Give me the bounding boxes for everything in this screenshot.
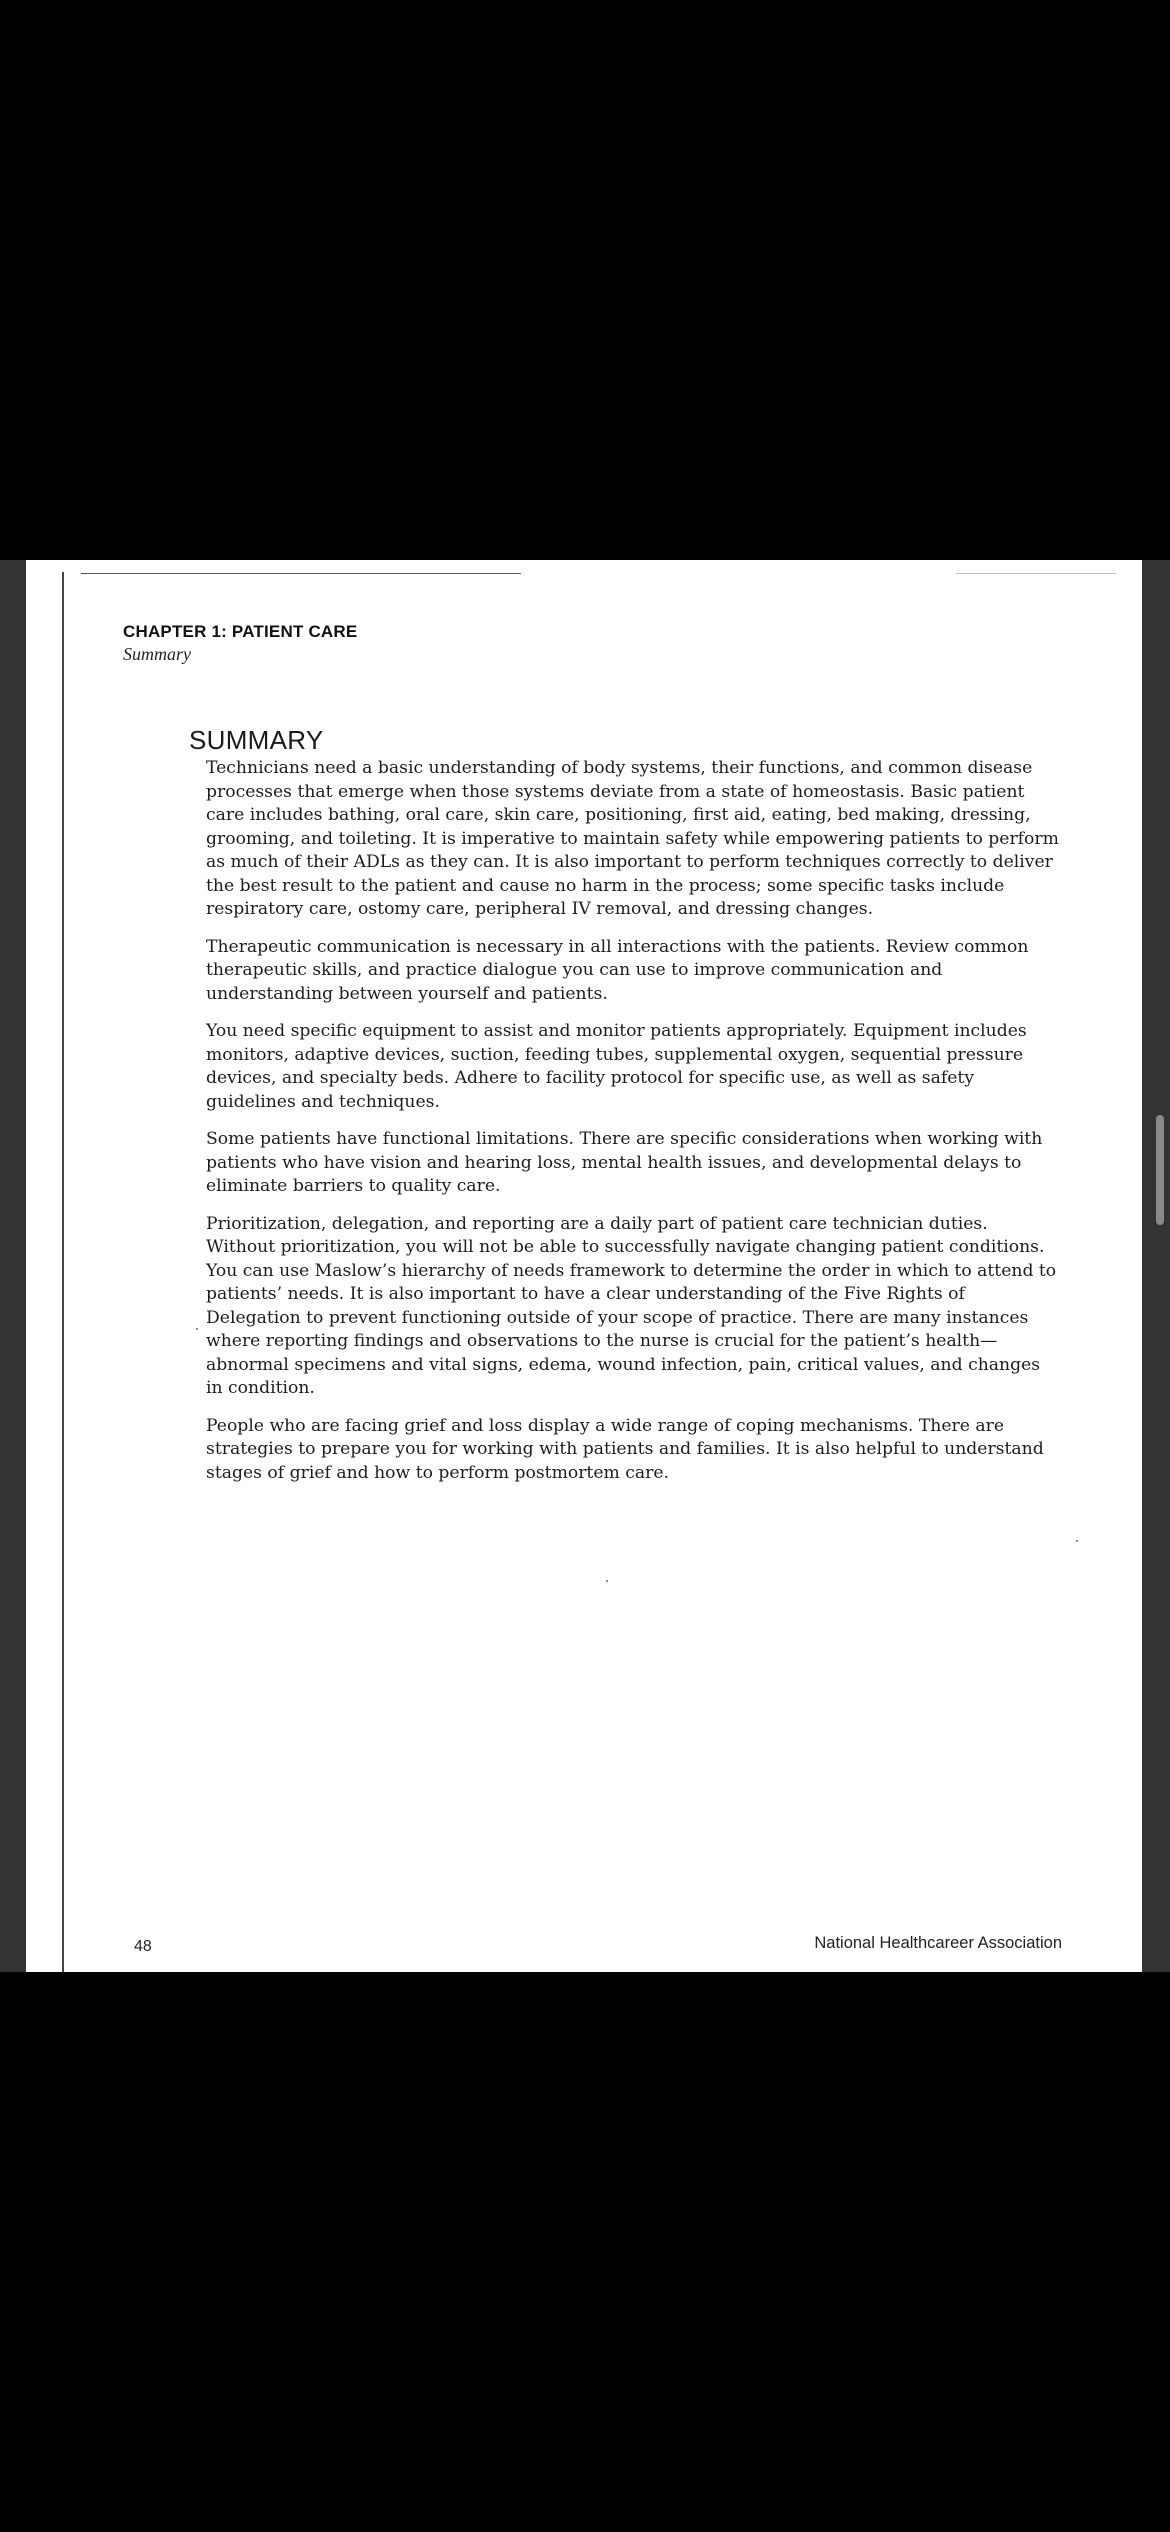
paragraph: People who are facing grief and loss display a wide range of coping mechanisms. There are strategies to prepare you for working with patients and families. It is also helpful to understand stages of grief and how to perform postmortem care. — [206, 1415, 1044, 1483]
paragraph: You need specific equipment to assist and monitor patients appropriately. Equipment includes monitors, adaptive devices, suction, feeding tubes, supplemental oxygen, sequential pressure devices, and specialty beds. Adhere to facility protocol for specific use, as well as safety guidelines and techniques. — [206, 1021, 1027, 1112]
summary-body — [206, 757, 1062, 1499]
section-subtitle: Summary — [123, 644, 191, 664]
paragraph: Some patients have functional limitations. There are specific considerations when working with patients who have vision and hearing loss, mental health issues, and developmental delays to eliminate barriers to quality care. — [206, 1129, 1043, 1196]
chapter-title: CHAPTER 1: PATIENT CARE — [123, 622, 358, 641]
paragraph: Prioritization, delegation, and reporting are a daily part of patient care technician duties. Without prioritization, you will not be able to successfully navigate changing patient conditions. You can use Maslow’s hierarchy of needs framework to determine the order in which to attend to patients’ needs. It is also important to have a clear understanding of the Five Rights of Delegation to prevent functioning outside of your scope of practice. There are many instances where reporting findings and observations to the nurse is crucial for the patient’s health—abnormal specimens and vital signs, edema, wound infection, pain, critical values, and changes in condition. — [206, 1213, 1057, 1398]
page-number: 48 — [134, 1938, 152, 1955]
scan-speck — [606, 1580, 608, 1582]
scan-speck — [1076, 1540, 1078, 1542]
paragraph: Technicians need a basic understanding of body systems, their functions, and common disease processes that emerge when those systems deviate from a state of homeostasis. Basic patient care includes bathing, oral care, skin care, positioning, first aid, eating, bed making, dressing, grooming, and toileting. It is imperative to maintain safety while empowering patients to perform as much of their ADLs as they can. It is also important to perform techniques correctly to deliver the best result to the patient and cause no harm in the process; some specific tasks include respiratory care, ostomy care, peripheral IV removal, and dressing changes. — [206, 758, 1059, 919]
left-margin-rule — [62, 572, 64, 1972]
paper-sheet — [26, 560, 1142, 1972]
scan-speck — [196, 1328, 198, 1330]
scrollbar-thumb[interactable] — [1156, 1115, 1164, 1225]
document-page — [0, 560, 1170, 1972]
paragraph: Therapeutic communication is necessary in all interactions with the patients. Review common therapeutic skills, and practice dialogue you can use to improve communication and understanding between yourself and patients. — [206, 936, 1029, 1004]
top-rule — [81, 573, 521, 574]
publisher-name: National Healthcareer Association — [814, 1934, 1062, 1952]
summary-heading: SUMMARY — [189, 725, 324, 755]
top-rule-right — [956, 573, 1116, 574]
